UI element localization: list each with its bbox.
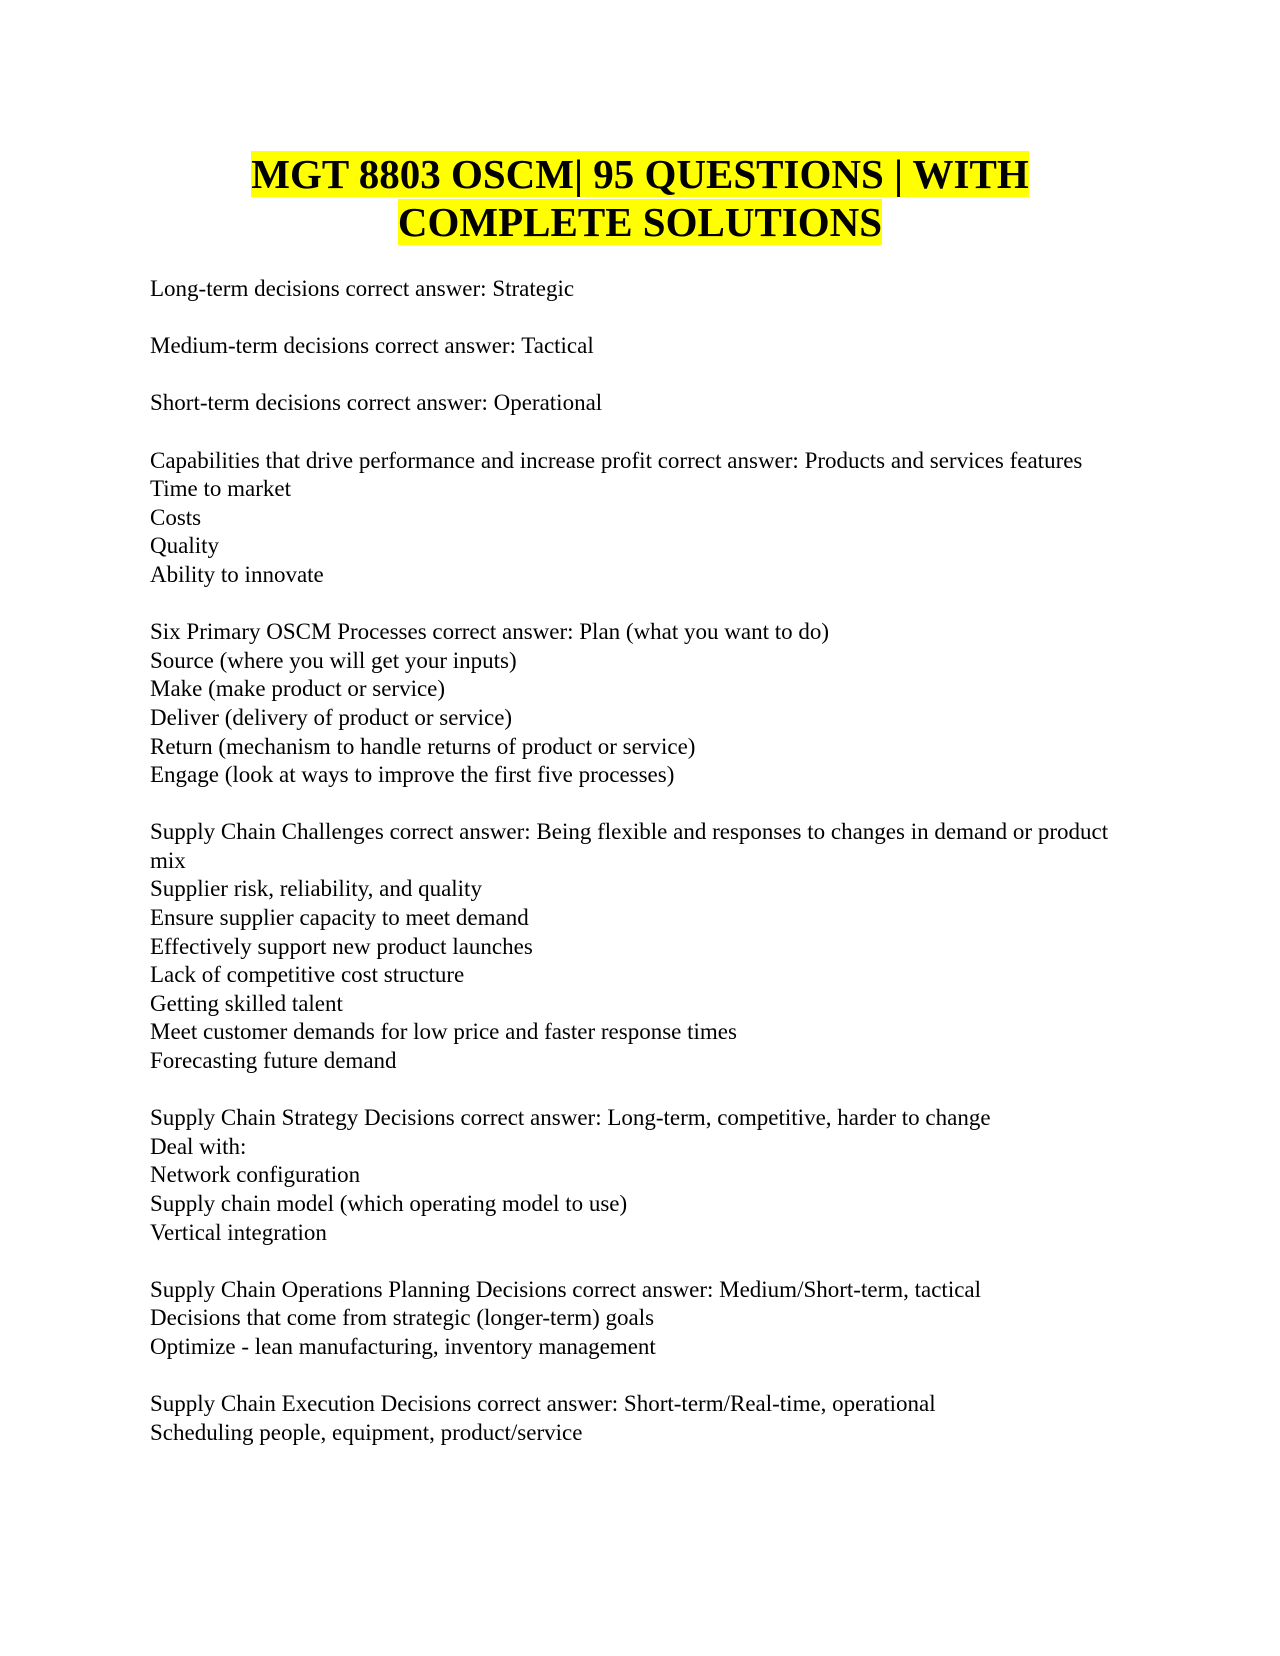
- question-line: Six Primary OSCM Processes correct answer: Plan (what you want to do): [150, 619, 830, 645]
- answer-line: Ability to innovate: [150, 561, 324, 587]
- question-line: Capabilities that drive performance and increase profit correct answer: Products and services features: [150, 447, 1083, 473]
- qa-entry: [150, 818, 1140, 1075]
- answer-line: Ensure supplier capacity to meet demand: [150, 905, 529, 931]
- answer-line: Meet customer demands for low price and faster response times: [150, 1019, 737, 1045]
- qa-entry: [150, 447, 1140, 590]
- question-line: Medium-term decisions correct answer: Tactical: [150, 333, 594, 359]
- answer-line: Return (mechanism to handle returns of product or service): [150, 733, 696, 759]
- answer-line: Supplier risk, reliability, and quality: [150, 876, 482, 902]
- answer-line: Vertical integration: [150, 1219, 327, 1245]
- answer-line: Forecasting future demand: [150, 1048, 397, 1074]
- qa-entry: [150, 1390, 1140, 1447]
- answer-line: Time to market: [150, 476, 291, 502]
- answer-line: Lack of competitive cost structure: [150, 962, 465, 988]
- question-line: Supply Chain Challenges correct answer: Being flexible and responses to changes in demand or product mix: [150, 819, 1109, 873]
- document-body: [150, 275, 1140, 1476]
- answer-line: Engage (look at ways to improve the first five processes): [150, 762, 675, 788]
- qa-entry: [150, 618, 1140, 790]
- answer-line: Optimize - lean manufacturing, inventory management: [150, 1333, 656, 1359]
- question-line: Supply Chain Operations Planning Decisions correct answer: Medium/Short-term, tactical: [150, 1276, 982, 1302]
- title-line-2: COMPLETE SOLUTIONS: [397, 199, 883, 245]
- qa-entry: [150, 275, 1140, 304]
- answer-line: Quality: [150, 533, 219, 559]
- question-line: Long-term decisions correct answer: Strategic: [150, 276, 575, 301]
- answer-line: Make (make product or service): [150, 676, 446, 702]
- answer-line: Supply chain model (which operating model to use): [150, 1191, 628, 1216]
- qa-entry: [150, 332, 1140, 361]
- answer-line: Deal with:: [150, 1133, 247, 1159]
- question-line: Supply Chain Strategy Decisions correct answer: Long-term, competitive, harder to change: [150, 1105, 991, 1131]
- question-line: Short-term decisions correct answer: Operational: [150, 390, 603, 416]
- qa-entry: [150, 1104, 1140, 1247]
- answer-line: Decisions that come from strategic (longer-term) goals: [150, 1305, 655, 1331]
- answer-line: Source (where you will get your inputs): [150, 647, 517, 673]
- document-title: [150, 150, 1130, 246]
- answer-line: Getting skilled talent: [150, 990, 343, 1016]
- answer-line: Costs: [150, 504, 202, 530]
- question-line: Supply Chain Execution Decisions correct answer: Short-term/Real-time, operational: [150, 1391, 936, 1417]
- answer-line: Scheduling people, equipment, product/service: [150, 1419, 583, 1445]
- answer-line: Network configuration: [150, 1162, 361, 1188]
- title-line-1: MGT 8803 OSCM| 95 QUESTIONS | WITH: [251, 151, 1029, 197]
- answer-line: Deliver (delivery of product or service): [150, 704, 513, 730]
- qa-entry: [150, 1276, 1140, 1362]
- answer-line: Effectively support new product launches: [150, 933, 533, 959]
- qa-entry: [150, 389, 1140, 418]
